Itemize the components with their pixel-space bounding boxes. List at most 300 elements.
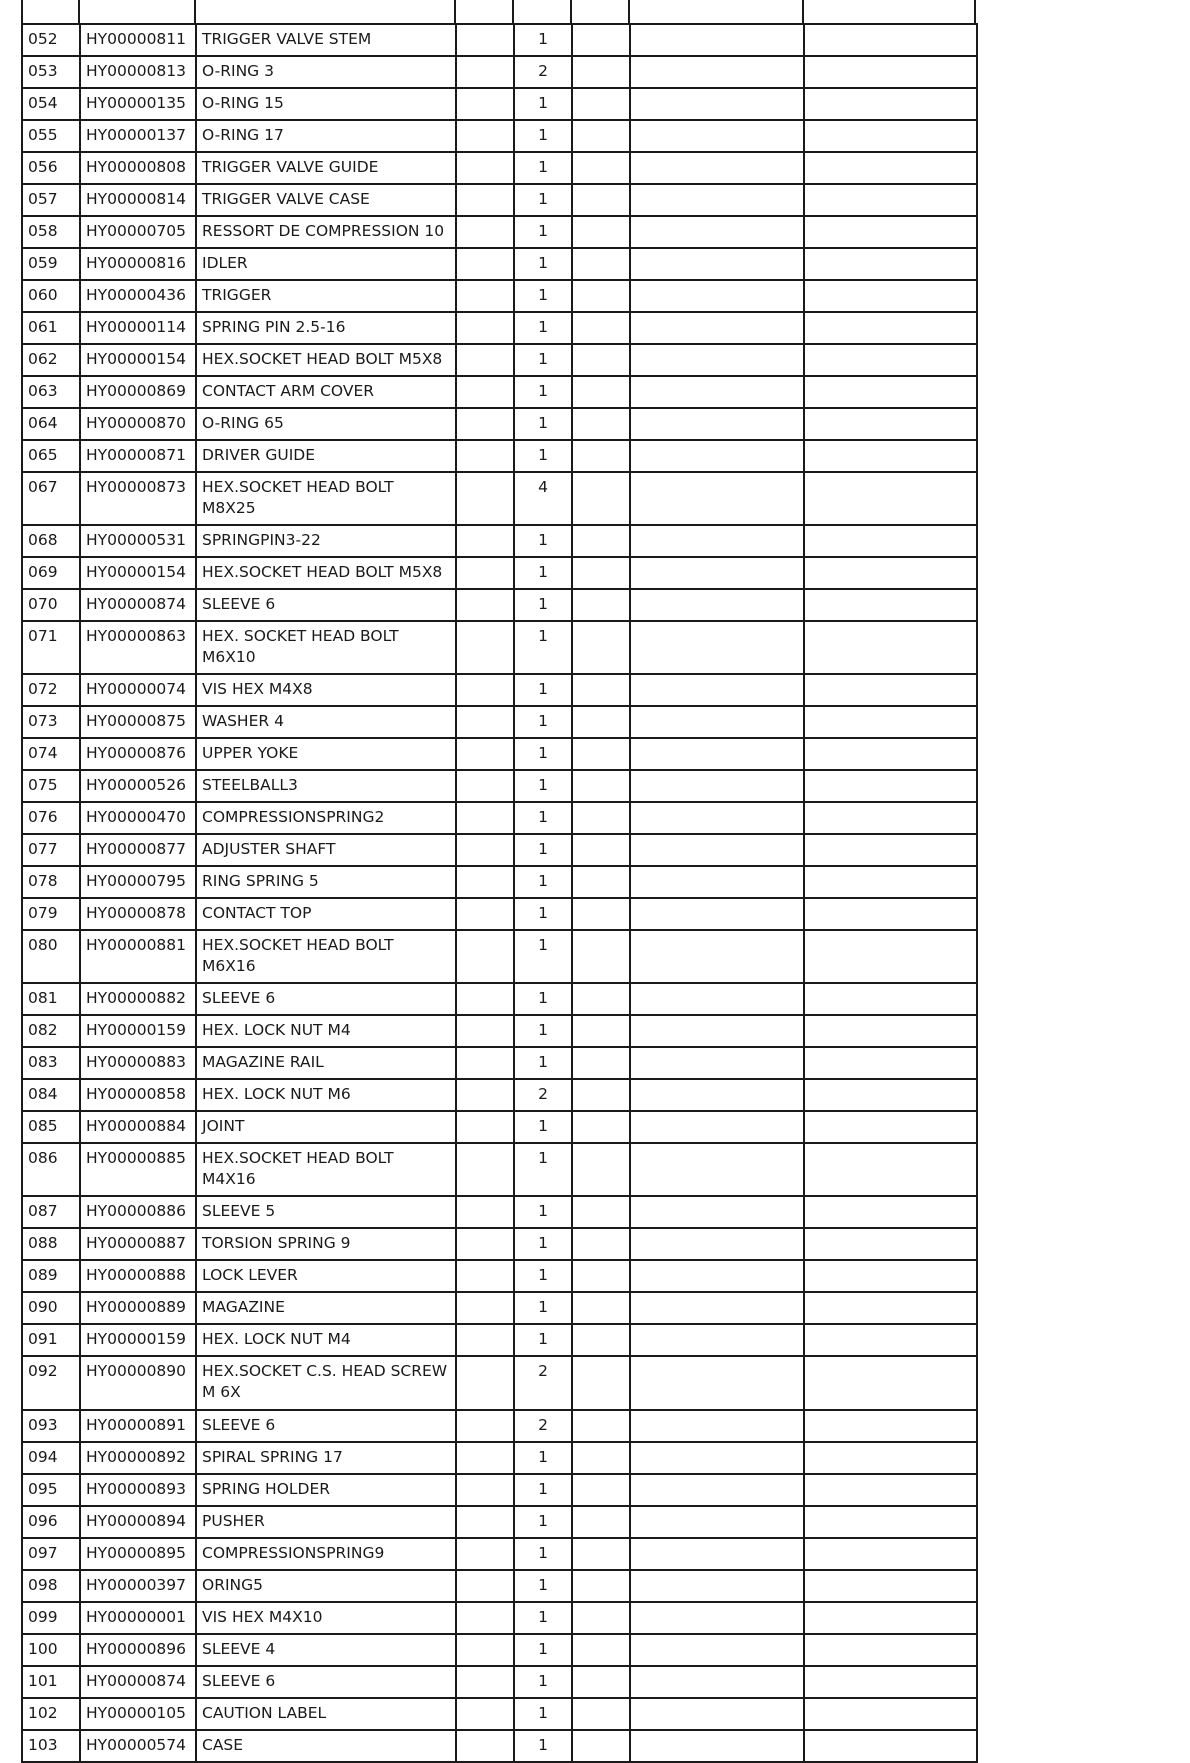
item-number-cell: 102: [22, 1698, 80, 1730]
empty-cell: [456, 589, 514, 621]
parts-list-table: [21, 23, 978, 1763]
empty-cell: [572, 1047, 630, 1079]
quantity-cell: 1: [514, 1324, 572, 1356]
table-row: [22, 120, 977, 152]
item-number-cell: 058: [22, 216, 80, 248]
part-name-cell: RESSORT DE COMPRESSION 10: [196, 216, 456, 248]
empty-cell: [630, 56, 804, 88]
table-row: [22, 1196, 977, 1228]
table-row: [22, 1602, 977, 1634]
table-row: [22, 1228, 977, 1260]
empty-cell: [804, 557, 977, 589]
part-name-cell: TORSION SPRING 9: [196, 1228, 456, 1260]
empty-cell: [456, 983, 514, 1015]
part-name-cell: WASHER 4: [196, 706, 456, 738]
item-number-cell: 076: [22, 802, 80, 834]
empty-cell: [456, 557, 514, 589]
empty-cell: [630, 557, 804, 589]
empty-cell: [804, 1570, 977, 1602]
part-name-cell: SLEEVE 4: [196, 1634, 456, 1666]
part-code-cell: HY00000891: [80, 1410, 196, 1442]
table-row: [22, 1079, 977, 1111]
table-row: [22, 1410, 977, 1442]
empty-cell: [804, 738, 977, 770]
empty-cell: [456, 1570, 514, 1602]
empty-cell: [804, 1079, 977, 1111]
quantity-cell: 4: [514, 472, 572, 525]
empty-cell: [630, 1442, 804, 1474]
empty-cell: [456, 88, 514, 120]
empty-cell: [456, 1196, 514, 1228]
empty-cell: [630, 472, 804, 525]
part-name-cell: IDLER: [196, 248, 456, 280]
empty-cell: [630, 1634, 804, 1666]
part-code-cell: HY00000574: [80, 1730, 196, 1762]
empty-cell: [804, 834, 977, 866]
quantity-cell: 1: [514, 1111, 572, 1143]
empty-cell: [456, 1634, 514, 1666]
item-number-cell: 077: [22, 834, 80, 866]
item-number-cell: 082: [22, 1015, 80, 1047]
empty-cell: [630, 312, 804, 344]
empty-cell: [456, 770, 514, 802]
quantity-cell: 2: [514, 56, 572, 88]
quantity-cell: 1: [514, 376, 572, 408]
empty-cell: [456, 312, 514, 344]
part-name-cell: PUSHER: [196, 1506, 456, 1538]
part-code-cell: HY00000808: [80, 152, 196, 184]
empty-cell: [456, 216, 514, 248]
empty-cell: [456, 1698, 514, 1730]
empty-cell: [456, 440, 514, 472]
empty-cell: [456, 834, 514, 866]
empty-cell: [804, 1666, 977, 1698]
quantity-cell: 1: [514, 216, 572, 248]
empty-cell: [804, 1228, 977, 1260]
empty-cell: [630, 930, 804, 983]
item-number-cell: 071: [22, 621, 80, 674]
part-code-cell: HY00000470: [80, 802, 196, 834]
part-code-cell: HY00000397: [80, 1570, 196, 1602]
empty-cell: [630, 706, 804, 738]
table-row: [22, 88, 977, 120]
empty-cell: [630, 674, 804, 706]
empty-cell: [456, 1324, 514, 1356]
empty-cell: [804, 280, 977, 312]
empty-cell: [804, 674, 977, 706]
quantity-cell: 1: [514, 1260, 572, 1292]
empty-cell: [630, 376, 804, 408]
table-continuation-line: [974, 0, 976, 24]
empty-cell: [456, 1292, 514, 1324]
empty-cell: [456, 376, 514, 408]
part-name-cell: SLEEVE 6: [196, 1666, 456, 1698]
part-name-cell: HEX. SOCKET HEAD BOLT M6X10: [196, 621, 456, 674]
empty-cell: [804, 1538, 977, 1570]
table-row: [22, 1666, 977, 1698]
table-row: [22, 312, 977, 344]
part-code-cell: HY00000114: [80, 312, 196, 344]
empty-cell: [630, 24, 804, 56]
part-code-cell: HY00000001: [80, 1602, 196, 1634]
empty-cell: [456, 930, 514, 983]
item-number-cell: 068: [22, 525, 80, 557]
empty-cell: [630, 1079, 804, 1111]
table-row: [22, 408, 977, 440]
empty-cell: [456, 866, 514, 898]
empty-cell: [630, 1356, 804, 1410]
item-number-cell: 069: [22, 557, 80, 589]
empty-cell: [804, 621, 977, 674]
empty-cell: [572, 1474, 630, 1506]
empty-cell: [804, 376, 977, 408]
empty-cell: [456, 56, 514, 88]
item-number-cell: 093: [22, 1410, 80, 1442]
table-row: [22, 1015, 977, 1047]
part-code-cell: HY00000795: [80, 866, 196, 898]
empty-cell: [630, 1666, 804, 1698]
empty-cell: [804, 589, 977, 621]
part-name-cell: CONTACT TOP: [196, 898, 456, 930]
empty-cell: [572, 621, 630, 674]
empty-cell: [804, 1474, 977, 1506]
part-code-cell: HY00000159: [80, 1015, 196, 1047]
item-number-cell: 059: [22, 248, 80, 280]
empty-cell: [572, 1538, 630, 1570]
table-row: [22, 866, 977, 898]
empty-cell: [630, 1292, 804, 1324]
part-code-cell: HY00000896: [80, 1634, 196, 1666]
empty-cell: [456, 1506, 514, 1538]
part-name-cell: HEX. LOCK NUT M4: [196, 1324, 456, 1356]
table-row: [22, 1538, 977, 1570]
empty-cell: [804, 184, 977, 216]
empty-cell: [456, 1442, 514, 1474]
empty-cell: [630, 184, 804, 216]
empty-cell: [630, 1474, 804, 1506]
item-number-cell: 094: [22, 1442, 80, 1474]
part-name-cell: SLEEVE 6: [196, 983, 456, 1015]
empty-cell: [456, 674, 514, 706]
quantity-cell: 1: [514, 1474, 572, 1506]
item-number-cell: 100: [22, 1634, 80, 1666]
empty-cell: [804, 1356, 977, 1410]
part-code-cell: HY00000154: [80, 344, 196, 376]
item-number-cell: 070: [22, 589, 80, 621]
item-number-cell: 054: [22, 88, 80, 120]
part-name-cell: HEX.SOCKET HEAD BOLT M8X25: [196, 472, 456, 525]
table-row: [22, 1442, 977, 1474]
empty-cell: [572, 408, 630, 440]
table-row: [22, 248, 977, 280]
empty-cell: [804, 56, 977, 88]
empty-cell: [630, 983, 804, 1015]
empty-cell: [572, 1111, 630, 1143]
part-name-cell: COMPRESSIONSPRING9: [196, 1538, 456, 1570]
quantity-cell: 1: [514, 408, 572, 440]
empty-cell: [456, 525, 514, 557]
empty-cell: [456, 1474, 514, 1506]
empty-cell: [572, 1079, 630, 1111]
empty-cell: [572, 706, 630, 738]
part-name-cell: ADJUSTER SHAFT: [196, 834, 456, 866]
table-row: [22, 1292, 977, 1324]
table-row: [22, 1356, 977, 1410]
quantity-cell: 1: [514, 1196, 572, 1228]
quantity-cell: 1: [514, 184, 572, 216]
part-code-cell: HY00000870: [80, 408, 196, 440]
empty-cell: [456, 1538, 514, 1570]
item-number-cell: 074: [22, 738, 80, 770]
table-row: [22, 1506, 977, 1538]
item-number-cell: 088: [22, 1228, 80, 1260]
part-name-cell: UPPER YOKE: [196, 738, 456, 770]
table-row: [22, 440, 977, 472]
empty-cell: [572, 1015, 630, 1047]
item-number-cell: 084: [22, 1079, 80, 1111]
table-continuation-line: [454, 0, 456, 24]
quantity-cell: 2: [514, 1410, 572, 1442]
empty-cell: [804, 24, 977, 56]
table-continuation-line: [194, 0, 196, 24]
part-name-cell: CASE: [196, 1730, 456, 1762]
part-name-cell: VIS HEX M4X10: [196, 1602, 456, 1634]
quantity-cell: 1: [514, 1634, 572, 1666]
empty-cell: [804, 1015, 977, 1047]
empty-cell: [630, 589, 804, 621]
part-code-cell: HY00000894: [80, 1506, 196, 1538]
empty-cell: [456, 344, 514, 376]
part-name-cell: COMPRESSIONSPRING2: [196, 802, 456, 834]
part-code-cell: HY00000873: [80, 472, 196, 525]
item-number-cell: 067: [22, 472, 80, 525]
empty-cell: [630, 738, 804, 770]
empty-cell: [630, 1698, 804, 1730]
empty-cell: [630, 248, 804, 280]
empty-cell: [630, 1047, 804, 1079]
empty-cell: [804, 1324, 977, 1356]
empty-cell: [572, 120, 630, 152]
part-name-cell: O-RING 15: [196, 88, 456, 120]
table-continuation-line: [802, 0, 804, 24]
empty-cell: [572, 152, 630, 184]
item-number-cell: 064: [22, 408, 80, 440]
empty-cell: [804, 312, 977, 344]
quantity-cell: 1: [514, 1015, 572, 1047]
part-name-cell: CAUTION LABEL: [196, 1698, 456, 1730]
quantity-cell: 1: [514, 930, 572, 983]
item-number-cell: 062: [22, 344, 80, 376]
table-row: [22, 621, 977, 674]
part-name-cell: SPIRAL SPRING 17: [196, 1442, 456, 1474]
empty-cell: [572, 376, 630, 408]
item-number-cell: 091: [22, 1324, 80, 1356]
table-row: [22, 1634, 977, 1666]
empty-cell: [804, 706, 977, 738]
empty-cell: [630, 525, 804, 557]
part-name-cell: DRIVER GUIDE: [196, 440, 456, 472]
quantity-cell: 1: [514, 898, 572, 930]
part-name-cell: O-RING 3: [196, 56, 456, 88]
part-code-cell: HY00000526: [80, 770, 196, 802]
part-code-cell: HY00000885: [80, 1143, 196, 1196]
table-row: [22, 344, 977, 376]
quantity-cell: 1: [514, 24, 572, 56]
item-number-cell: 085: [22, 1111, 80, 1143]
item-number-cell: 055: [22, 120, 80, 152]
table-continuation-line: [628, 0, 630, 24]
item-number-cell: 052: [22, 24, 80, 56]
empty-cell: [630, 216, 804, 248]
quantity-cell: 1: [514, 674, 572, 706]
item-number-cell: 080: [22, 930, 80, 983]
empty-cell: [572, 1228, 630, 1260]
table-continuation-line: [21, 0, 23, 24]
empty-cell: [572, 589, 630, 621]
empty-cell: [456, 1730, 514, 1762]
quantity-cell: 1: [514, 88, 572, 120]
empty-cell: [630, 802, 804, 834]
empty-cell: [804, 983, 977, 1015]
quantity-cell: 1: [514, 525, 572, 557]
item-number-cell: 072: [22, 674, 80, 706]
quantity-cell: 1: [514, 1538, 572, 1570]
empty-cell: [572, 280, 630, 312]
empty-cell: [804, 898, 977, 930]
empty-cell: [572, 770, 630, 802]
table-row: [22, 1111, 977, 1143]
table-row: [22, 802, 977, 834]
part-name-cell: SPRINGPIN3-22: [196, 525, 456, 557]
table-row: [22, 738, 977, 770]
part-name-cell: TRIGGER VALVE CASE: [196, 184, 456, 216]
part-name-cell: HEX. LOCK NUT M4: [196, 1015, 456, 1047]
empty-cell: [572, 1602, 630, 1634]
table-row: [22, 1474, 977, 1506]
empty-cell: [572, 88, 630, 120]
table-row: [22, 589, 977, 621]
item-number-cell: 097: [22, 1538, 80, 1570]
part-name-cell: VIS HEX M4X8: [196, 674, 456, 706]
empty-cell: [630, 898, 804, 930]
part-name-cell: TRIGGER VALVE STEM: [196, 24, 456, 56]
quantity-cell: 1: [514, 1292, 572, 1324]
empty-cell: [456, 1111, 514, 1143]
quantity-cell: 1: [514, 1602, 572, 1634]
empty-cell: [804, 770, 977, 802]
part-code-cell: HY00000895: [80, 1538, 196, 1570]
part-code-cell: HY00000863: [80, 621, 196, 674]
empty-cell: [572, 344, 630, 376]
part-code-cell: HY00000871: [80, 440, 196, 472]
table-row: [22, 1698, 977, 1730]
part-code-cell: HY00000813: [80, 56, 196, 88]
empty-cell: [456, 738, 514, 770]
quantity-cell: 1: [514, 1047, 572, 1079]
empty-cell: [630, 770, 804, 802]
empty-cell: [804, 1634, 977, 1666]
table-row: [22, 706, 977, 738]
table-row: [22, 1570, 977, 1602]
table-row: [22, 1324, 977, 1356]
part-name-cell: SPRING PIN 2.5-16: [196, 312, 456, 344]
item-number-cell: 063: [22, 376, 80, 408]
empty-cell: [456, 621, 514, 674]
empty-cell: [804, 1506, 977, 1538]
empty-cell: [572, 738, 630, 770]
empty-cell: [456, 1410, 514, 1442]
part-code-cell: HY00000705: [80, 216, 196, 248]
empty-cell: [456, 408, 514, 440]
empty-cell: [804, 1698, 977, 1730]
quantity-cell: 1: [514, 152, 572, 184]
quantity-cell: 1: [514, 248, 572, 280]
empty-cell: [630, 1111, 804, 1143]
part-code-cell: HY00000887: [80, 1228, 196, 1260]
part-code-cell: HY00000884: [80, 1111, 196, 1143]
item-number-cell: 075: [22, 770, 80, 802]
empty-cell: [804, 120, 977, 152]
table-continuation-line: [570, 0, 572, 24]
part-code-cell: HY00000816: [80, 248, 196, 280]
empty-cell: [572, 1506, 630, 1538]
item-number-cell: 096: [22, 1506, 80, 1538]
part-code-cell: HY00000814: [80, 184, 196, 216]
quantity-cell: 1: [514, 738, 572, 770]
empty-cell: [456, 280, 514, 312]
empty-cell: [572, 525, 630, 557]
part-code-cell: HY00000159: [80, 1324, 196, 1356]
empty-cell: [456, 1047, 514, 1079]
empty-cell: [630, 1324, 804, 1356]
part-name-cell: RING SPRING 5: [196, 866, 456, 898]
item-number-cell: 081: [22, 983, 80, 1015]
part-name-cell: LOCK LEVER: [196, 1260, 456, 1292]
empty-cell: [572, 1666, 630, 1698]
empty-cell: [630, 152, 804, 184]
empty-cell: [572, 1442, 630, 1474]
item-number-cell: 103: [22, 1730, 80, 1762]
empty-cell: [630, 1015, 804, 1047]
part-name-cell: SLEEVE 5: [196, 1196, 456, 1228]
part-code-cell: HY00000074: [80, 674, 196, 706]
empty-cell: [456, 1143, 514, 1196]
empty-cell: [804, 1410, 977, 1442]
item-number-cell: 090: [22, 1292, 80, 1324]
quantity-cell: 1: [514, 1666, 572, 1698]
empty-cell: [572, 834, 630, 866]
empty-cell: [572, 440, 630, 472]
item-number-cell: 099: [22, 1602, 80, 1634]
table-row: [22, 216, 977, 248]
empty-cell: [572, 1410, 630, 1442]
part-name-cell: ORING5: [196, 1570, 456, 1602]
empty-cell: [456, 120, 514, 152]
empty-cell: [572, 1143, 630, 1196]
part-code-cell: HY00000888: [80, 1260, 196, 1292]
quantity-cell: 2: [514, 1079, 572, 1111]
empty-cell: [804, 1602, 977, 1634]
empty-cell: [630, 1730, 804, 1762]
table-row: [22, 1730, 977, 1762]
empty-cell: [572, 1730, 630, 1762]
part-name-cell: HEX.SOCKET HEAD BOLT M4X16: [196, 1143, 456, 1196]
quantity-cell: 1: [514, 312, 572, 344]
empty-cell: [804, 88, 977, 120]
empty-cell: [572, 1356, 630, 1410]
part-name-cell: TRIGGER VALVE GUIDE: [196, 152, 456, 184]
empty-cell: [456, 152, 514, 184]
